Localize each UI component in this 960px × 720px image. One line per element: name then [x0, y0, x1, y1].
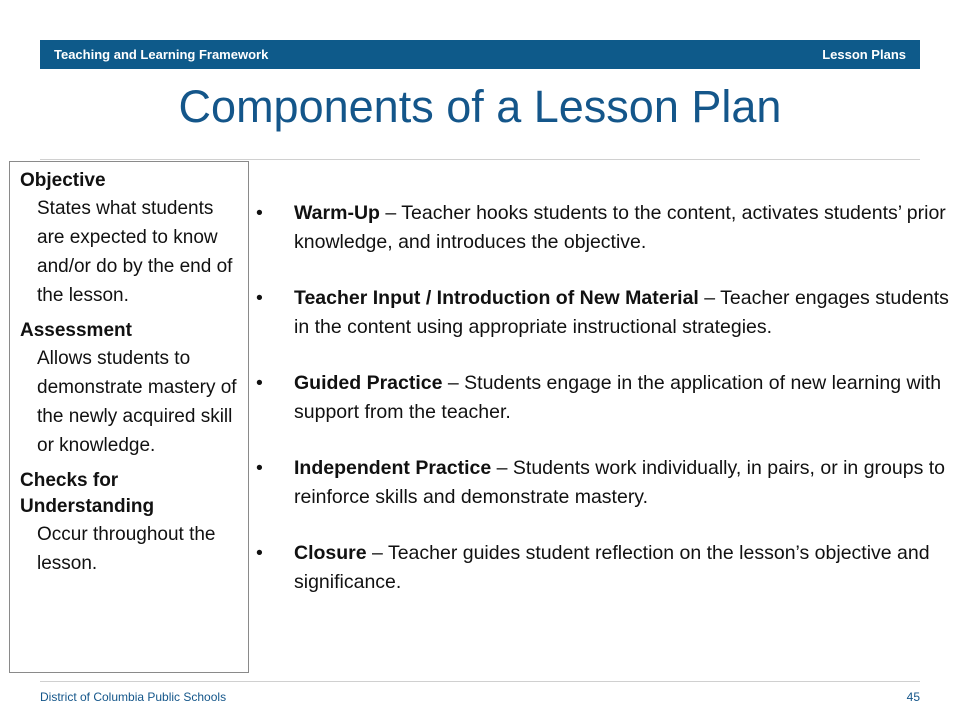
sidebar-section-checks [20, 468, 238, 578]
page-number: 45 [906, 690, 920, 704]
sidebar-text: Allows students to demonstrate mastery of the newly acquired skill or knowledge. [37, 348, 237, 456]
page-title: Components of a Lesson Plan [178, 81, 782, 132]
footer-organization: District of Columbia Public Schools [40, 690, 227, 704]
bullet-marker: • [256, 542, 263, 564]
sidebar-section-objective [20, 168, 238, 310]
header-bar [40, 40, 920, 69]
components-list [256, 199, 956, 624]
bullet-term: Closure [294, 542, 367, 564]
bullet-term: Independent Practice [294, 457, 492, 479]
sidebar-text: Occur throughout the lesson. [37, 524, 216, 574]
title-divider [40, 159, 920, 160]
bullet-marker: • [256, 287, 263, 309]
bullet-term: Teacher Input / Introduction of New Material [294, 287, 699, 309]
sidebar-section-assessment [20, 318, 238, 460]
bullet-marker: • [256, 457, 263, 479]
bullet-text: – Teacher hooks students to the content, activates students’ prior knowledge, and introduces the objective. [294, 202, 946, 253]
bullet-term: Warm-Up [294, 202, 380, 224]
list-item-teacher-input [256, 284, 956, 342]
list-item-independent-practice [256, 454, 956, 512]
bullet-marker: • [256, 372, 263, 394]
header-right-label: Lesson Plans [822, 47, 906, 62]
bullet-marker: • [256, 202, 263, 224]
bullet-text: – Students work individually, in pairs, or in groups to reinforce skills and demonstrate mastery. [294, 457, 946, 508]
bullet-text: – Students engage in the application of new learning with support from the teacher. [294, 372, 942, 423]
sidebar-text: States what students are expected to know and/or do by the end of the lesson. [37, 198, 233, 306]
header-left-label: Teaching and Learning Framework [54, 47, 269, 62]
sidebar-heading: Objective [20, 170, 106, 191]
footer-divider [40, 681, 920, 682]
list-item-warm-up [256, 199, 956, 257]
sidebar-box [9, 161, 249, 673]
sidebar-heading: Assessment [20, 320, 132, 341]
bullet-term: Guided Practice [294, 372, 443, 394]
bullet-text: – Teacher engages students in the content using appropriate instructional strategies. [294, 287, 949, 338]
sidebar-heading: Checks for Understanding [20, 470, 155, 517]
list-item-closure [256, 539, 956, 597]
list-item-guided-practice [256, 369, 956, 427]
bullet-text: – Teacher guides student reflection on the lesson’s objective and significance. [294, 542, 930, 593]
